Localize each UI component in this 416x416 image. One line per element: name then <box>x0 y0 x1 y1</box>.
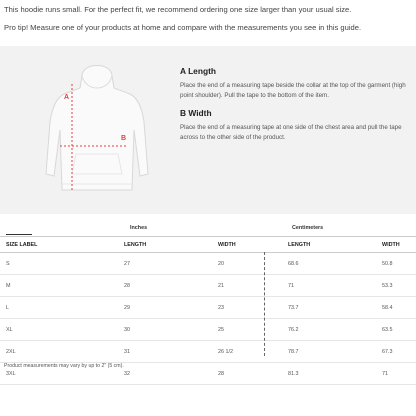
unit-header-row <box>0 222 416 236</box>
width-in-cell: 21 <box>218 275 258 297</box>
length-in-cell: 28 <box>124 275 218 297</box>
hoodie-diagram <box>42 58 152 204</box>
size-cell: 2XL <box>0 341 124 363</box>
length-cm-cell: 73.7 <box>288 297 382 319</box>
length-in-cell: 31 <box>124 341 218 363</box>
width-cm-cell: 71 <box>382 363 416 385</box>
length-cm-cell: 68.6 <box>288 253 382 275</box>
size-cell: L <box>0 297 124 319</box>
width-in-cell: 20 <box>218 253 258 275</box>
width-cm-cell: 58.4 <box>382 297 416 319</box>
width-cm-cell: 53.3 <box>382 275 416 297</box>
table-row <box>0 341 416 363</box>
table-row <box>0 253 416 275</box>
table-row <box>0 319 416 341</box>
size-cell: S <box>0 253 124 275</box>
table-row <box>0 297 416 319</box>
length-cm-cell: 71 <box>288 275 382 297</box>
length-cm-cell: 81.3 <box>288 363 382 385</box>
length-in-cell: 32 <box>124 363 218 385</box>
centimeters-unit-label: Centimeters <box>292 225 324 231</box>
width-cm-header: WIDTH <box>382 237 416 253</box>
width-title: B Width <box>180 108 212 118</box>
size-label-header: SIZE LABEL <box>0 237 124 253</box>
width-in-cell: 26 1/2 <box>218 341 258 363</box>
unit-divider <box>264 252 265 356</box>
fit-note: This hoodie runs small. For the perfect fit, we recommend ordering one size larger than your usual size. <box>4 5 352 14</box>
width-cm-cell: 67.3 <box>382 341 416 363</box>
label-b-marker: B <box>121 135 127 142</box>
size-cell: XL <box>0 319 124 341</box>
length-in-cell: 29 <box>124 297 218 319</box>
pro-tip: Pro tip! Measure one of your products at home and compare with the measurements you see in this guide. <box>4 23 362 32</box>
width-cm-cell: 63.5 <box>382 319 416 341</box>
hoodie-illustration <box>42 58 152 204</box>
width-in-cell: 23 <box>218 297 258 319</box>
width-in-header: WIDTH <box>218 237 258 253</box>
length-in-header: LENGTH <box>124 237 218 253</box>
label-a-marker: A <box>64 94 70 101</box>
width-in-cell: 25 <box>218 319 258 341</box>
length-title: A Length <box>180 66 216 76</box>
width-cm-cell: 50.8 <box>382 253 416 275</box>
active-tab-underline <box>6 234 32 235</box>
length-in-cell: 27 <box>124 253 218 275</box>
length-description: Place the end of a measuring tape beside the collar at the top of the garment (high point shoulder). Pull the tape to the bottom of the item. <box>180 82 406 99</box>
length-cm-header: LENGTH <box>288 237 382 253</box>
width-in-cell: 28 <box>218 363 258 385</box>
inches-unit-label: Inches <box>130 225 148 231</box>
length-cm-cell: 78.7 <box>288 341 382 363</box>
intro-text <box>4 4 412 33</box>
size-cell: M <box>0 275 124 297</box>
measurement-guide-panel <box>0 46 416 214</box>
table-header-row <box>0 237 416 253</box>
width-description: Place the end of a measuring tape at one side of the chest area and pull the tape across to the other side of the product. <box>180 124 402 141</box>
length-in-cell: 30 <box>124 319 218 341</box>
size-cell: 3XL <box>0 363 124 385</box>
measurement-instructions <box>180 66 408 143</box>
table-row <box>0 275 416 297</box>
measurement-footnote: Product measurements may vary by up to 2" (5 cm). <box>4 363 124 369</box>
length-cm-cell: 76.2 <box>288 319 382 341</box>
